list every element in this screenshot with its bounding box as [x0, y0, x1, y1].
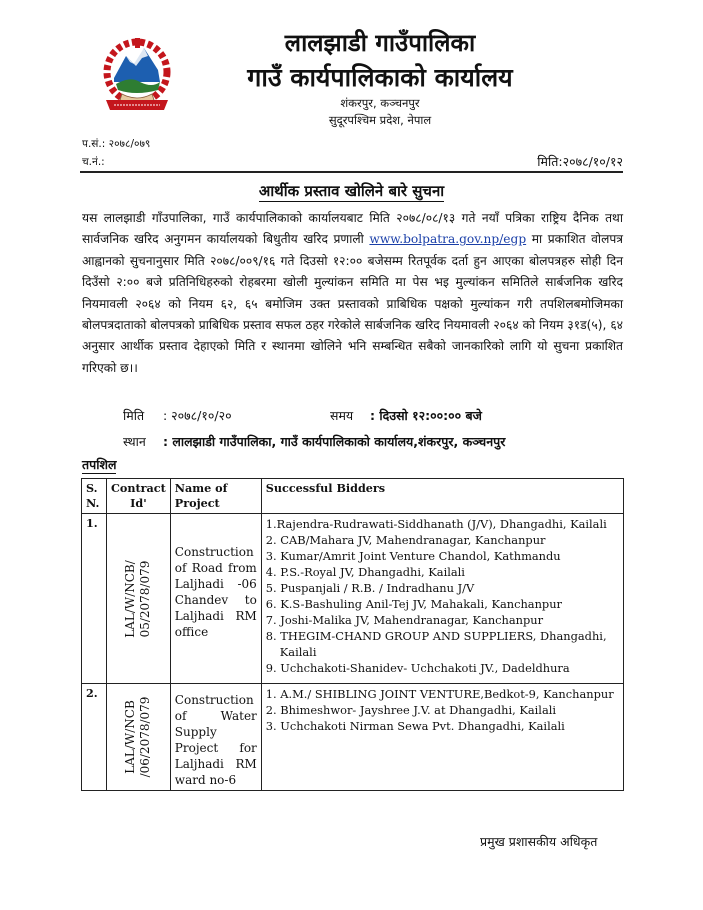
- letter-number: प.सं.: २०७८/०७९: [82, 138, 151, 150]
- row-contract-id: [107, 514, 171, 684]
- contract-id-line-1: LAL/W/NCB: [123, 700, 138, 774]
- opening-date-value: : २०७८/१०/२०: [163, 408, 232, 423]
- table-row: [82, 684, 624, 791]
- dispatch-number: च.नं.:: [82, 156, 105, 168]
- contract-id-line-2: 05/2078/079: [138, 560, 153, 637]
- row-bidders: [261, 684, 623, 791]
- bidder-item: 3. Kumar/Amrit Joint Venture Chandol, Kathmandu: [265, 549, 561, 563]
- row-sn: 1.: [82, 514, 107, 684]
- header-divider: [80, 171, 623, 173]
- row-project-name: Construction of Water Supply Project for Laljhadi RM ward no-6: [170, 684, 261, 791]
- egp-link[interactable]: www.bolpatra.gov.np/egp: [369, 232, 527, 247]
- header-contract-id: Contract Id': [107, 479, 171, 514]
- row-sn: 2.: [82, 684, 107, 791]
- bidder-item: 4. P.S.-Royal JV, Dhangadhi, Kailali: [265, 565, 465, 579]
- bidder-item: 3. Uchchakoti Nirman Sewa Pvt. Dhangadhi, Kailali: [265, 719, 565, 733]
- schedule-heading: तपशिल: [82, 457, 117, 472]
- address-line-2: सुदूरपश्चिम प्रदेश, नेपाल: [328, 113, 432, 127]
- notice-title-text: आर्थीक प्रस्ताव खोलिने बारे सुचना: [258, 182, 445, 200]
- header-sn: S. N.: [82, 479, 107, 514]
- bidder-item: 8. THEGIM-CHAND GROUP AND SUPPLIERS, Dhangadhi, Kailali: [265, 629, 607, 659]
- letter-date: मिति:२०७८/१०/१२: [537, 154, 623, 169]
- nepal-emblem-icon: [96, 30, 178, 120]
- row-bidders: [261, 514, 623, 684]
- bidder-item: 5. Puspanjali / R.B. / Indradhanu J/V: [265, 581, 475, 595]
- contract-id-line-1: LAL/W/NCB/: [123, 559, 138, 638]
- bidder-item: 2. Bhimeshwor- Jayshree J.V. at Dhangadhi, Kailali: [265, 703, 557, 717]
- opening-time-label: समय: [330, 408, 354, 423]
- signatory-title: प्रमुख प्रशासकीय अधिकृत: [480, 834, 598, 849]
- table-header-row: [82, 479, 624, 514]
- contract-id-line-2: /06/2078/079: [138, 696, 153, 778]
- bidder-item: 1. A.M./ SHIBLING JOINT VENTURE,Bedkot-9, Kanchanpur: [265, 687, 614, 701]
- successful-bidders-table: [81, 478, 624, 791]
- header-project-name: Name of Project: [170, 479, 261, 514]
- bidder-item: 1.Rajendra-Rudrawati-Siddhanath (J/V), Dhangadhi, Kailali: [265, 517, 607, 531]
- opening-place-value: : लालझाडी गाउँपालिका, गाउँ कार्यपालिकाको कार्यालय,शंकरपुर, कञ्चनपुर: [163, 434, 506, 449]
- municipality-title: लालझाडी गाउँपालिका: [284, 29, 476, 57]
- notice-body-part-1: यस लालझाडी गाँउपालिका, गाउँ कार्यपालिकाको कार्यालयबाट मिति २०७८/०८/१३ गते नयाँ पत्रिका राष्ट्रिय दैनिक तथा सार्वजनिक खरिद अनुगमन कार्यालयको बिधुतीय खरिद प्रणाली: [82, 211, 623, 247]
- notice-body-part-2: मा प्रकाशित वोलपत्र आह्वानको सुचनानुसार मिति २०७८/००९/१६ गते दिउसो १२:०० बजेसम्म रितपूर्वक दर्ता हुन आएका बोलपत्रहरु सोही दिन दिउँसो २:०० बजे प्रतिनिधिहरुको रोहबरमा खोली मुल्यांकन समिति मा पेस भइ मुल्यांकन समितिले सार्बजनिक खरिद नियमावली २०६४ को नियम ६२, ६५ बमोजिम उक्त प्रस्तावको प्राबिधिक पक्षको मुल्यांकन गरी तपशिलबमोजिमका बोलपत्रदाताको बोलपत्रको प्राबिधिक प्रस्ताव सफल ठहर गरेकोले सार्बजनिक खरिद नियमावली २०६४ को नियम ३१ड(५), ६४ अनुसार आर्थीक प्रस्ताव देहाएको मिति र स्थानमा खोलिने भनि सम्बन्धित सबैको जानकारिको लागि यो सुचना प्रकाशित गरिएको छ।।: [82, 232, 623, 375]
- table-row: [82, 514, 624, 684]
- office-title: गाउँ कार्यपालिकाको कार्यालय: [247, 63, 513, 92]
- row-contract-id: [107, 684, 171, 791]
- address-line-1: शंकरपुर, कञ्चनपुर: [340, 96, 420, 110]
- bidder-item: 9. Uchchakoti-Shanidev- Uchchakoti JV., Dadeldhura: [265, 661, 570, 675]
- notice-body: [82, 208, 623, 379]
- header-successful-bidders: Successful Bidders: [261, 479, 623, 514]
- opening-date-label: मिति: [123, 408, 145, 423]
- bidder-item: 6. K.S-Bashuling Anil-Tej JV, Mahakali, Kanchanpur: [265, 597, 562, 611]
- opening-place-label: स्थान: [123, 434, 146, 449]
- row-project-name: Construction of Road from Laljhadi -06 Chandev to Laljhadi RM office: [170, 514, 261, 684]
- opening-time-value: : दिउसो १२:००:०० बजे: [370, 408, 482, 423]
- bidder-item: 7. Joshi-Malika JV, Mahendranagar, Kanchanpur: [265, 613, 544, 627]
- notice-title: [80, 181, 623, 201]
- bidder-item: 2. CAB/Mahara JV, Mahendranagar, Kanchanpur: [265, 533, 546, 547]
